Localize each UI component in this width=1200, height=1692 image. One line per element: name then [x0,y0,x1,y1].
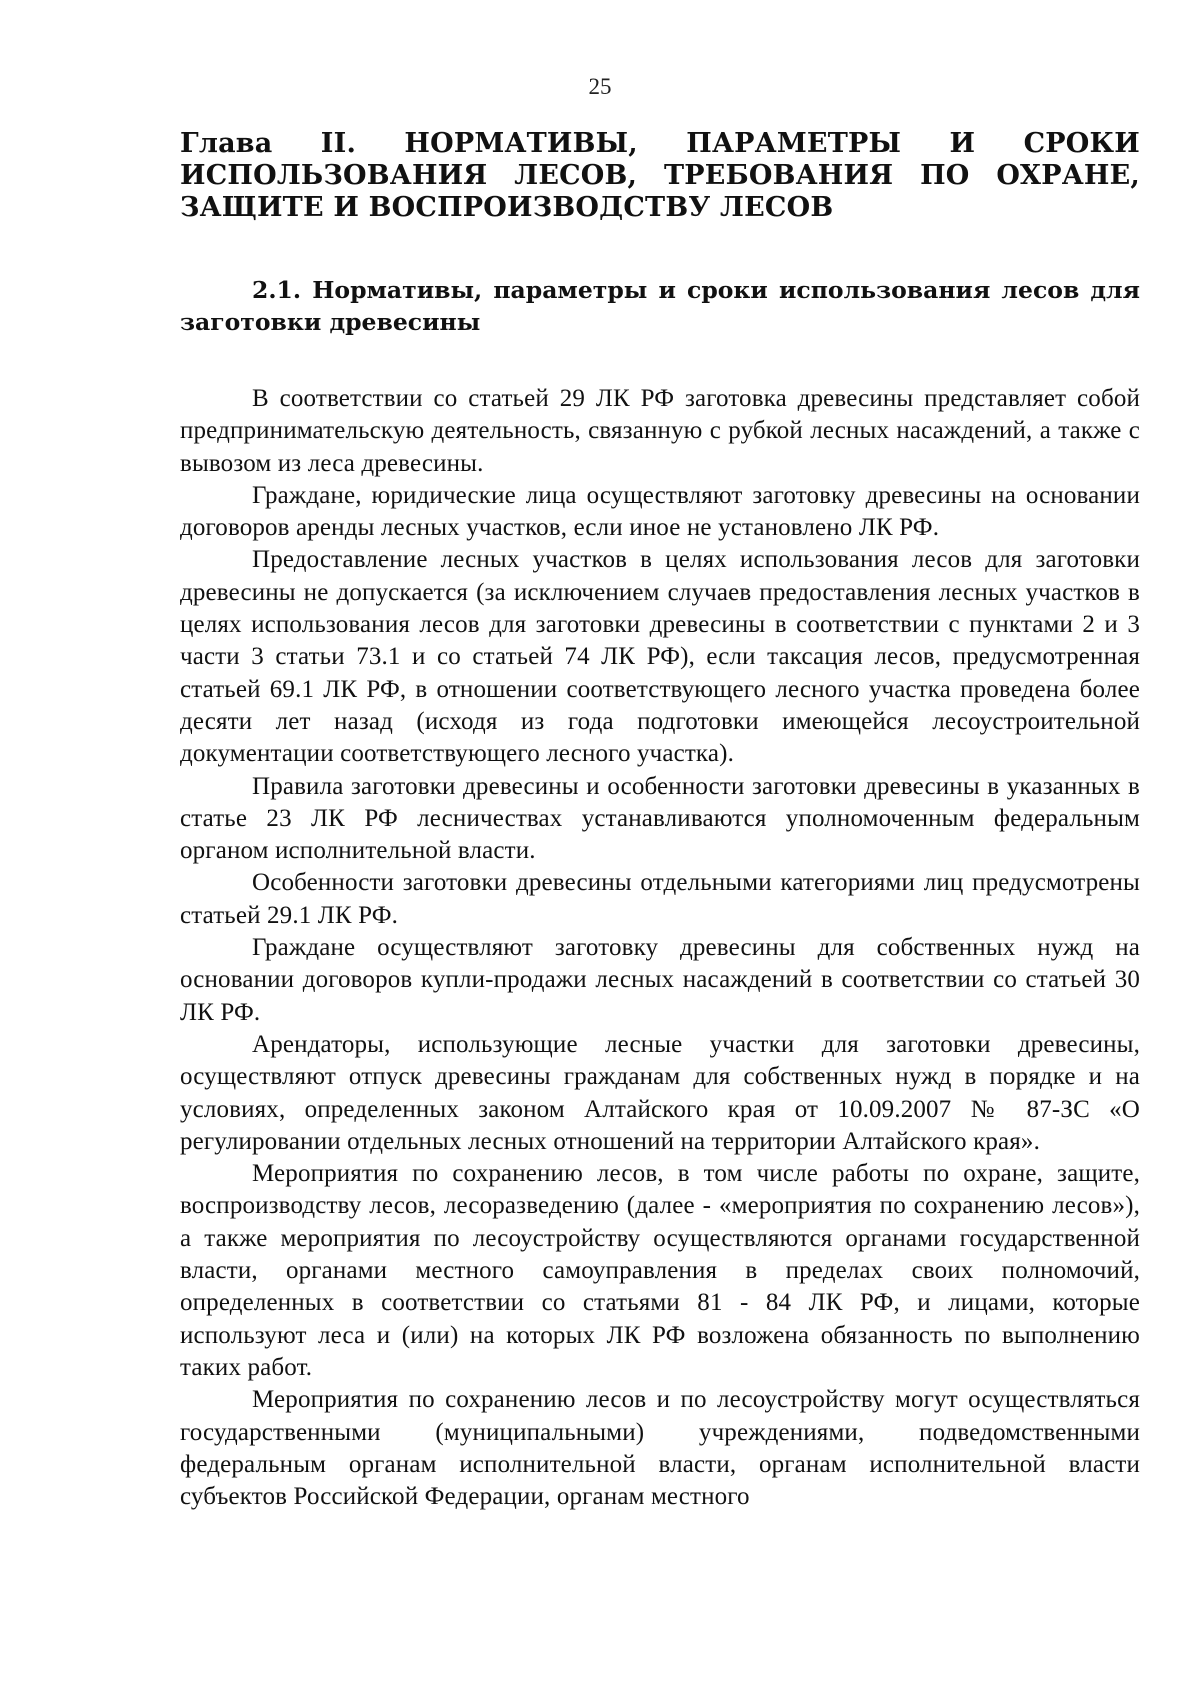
chapter-numeral: II. [320,128,357,159]
page-number: 25 [588,74,612,99]
paragraph: Арендаторы, использующие лесные участки для заготовки древесины, осуществляют отпуск древесины гражданам для собственных нужд в порядке и на условиях, определенных законом Алтайского края от 10.09.2007 № 87-ЗС «О регулировании отдельных лесных отношений на территории Алтайского края». [180,1030,1140,1155]
section-heading [180,274,1140,338]
chapter-title-rest: ИСПОЛЬЗОВАНИЯ ЛЕСОВ, ТРЕБОВАНИЯ ПО ОХРАНЕ, ЗАЩИТЕ И ВОСПРОИЗВОДСТВУ ЛЕСОВ [180,160,1140,223]
body-text [180,383,1140,1513]
chapter-title-word-1: НОРМАТИВЫ, [404,128,638,159]
paragraph: Граждане, юридические лица осуществляют заготовку древесины на основании договоров аренды лесных участков, если иное не установлено ЛК РФ. [180,481,1140,542]
chapter-title-word-2: ПАРАМЕТРЫ [686,128,902,159]
chapter-title-word-3: И [949,128,976,159]
chapter-word: Глава [180,128,273,159]
paragraph: Мероприятия по сохранению лесов, в том числе работы по охране, защите, воспроизводству лесов, лесоразведению (далее - «мероприятия по сохранению лесов»), а также мероприятия по лесоустройству осуществляются органами государственной власти, органами местного самоуправления в пределах своих полномочий, определенных в соответствии со статьями 81 - 84 ЛК РФ, и лицами, которые используют леса и (или) на которых ЛК РФ возложена обязанность по выполнению таких работ. [180,1160,1140,1381]
page-content [180,128,1140,1513]
section-title: 2.1. Нормативы, параметры и сроки использования лесов для заготовки древесины [180,276,1140,336]
paragraph: Предоставление лесных участков в целях использования лесов для заготовки древесины не допускается (за исключением случаев предоставления лесных участков в целях использования лесов для заготовки древесины в соответствии с пунктами 2 и 3 части 3 статьи 73.1 и со статьей 74 ЛК РФ), если таксация лесов, предусмотренная статьей 69.1 ЛК РФ, в отношении соответствующего лесного участка проведена более десяти лет назад (исходя из года подготовки имеющейся лесоустроительной документации соответствующего лесного участка). [180,546,1140,768]
paragraph: В соответствии со статьей 29 ЛК РФ заготовка древесины представляет собой предпринимательскую деятельность, связанную с рубкой лесных насаждений, а также с вывозом из леса древесины. [180,385,1140,477]
chapter-heading-first-line [180,128,1140,160]
paragraph: Мероприятия по сохранению лесов и по лесоустройству могут осуществляться государственными (муниципальными) учреждениями, подведомственными федеральным органам исполнительной власти, органам исполнительной власти субъектов Российской Федерации, органам местного [180,1386,1140,1511]
chapter-title-word-4: СРОКИ [1023,128,1140,159]
paragraph: Правила заготовки древесины и особенности заготовки древесины в указанных в статье 23 ЛК РФ лесничествах устанавливаются уполномоченным федеральным органом исполнительной власти. [180,772,1140,865]
chapter-heading [180,128,1140,224]
paragraph: Особенности заготовки древесины отдельными категориями лиц предусмотрены статьей 29.1 ЛК РФ. [180,869,1140,929]
paragraph: Граждане осуществляют заготовку древесины для собственных нужд на основании договоров купли-продажи лесных насаждений в соответствии со статьей 30 ЛК РФ. [180,934,1140,1026]
